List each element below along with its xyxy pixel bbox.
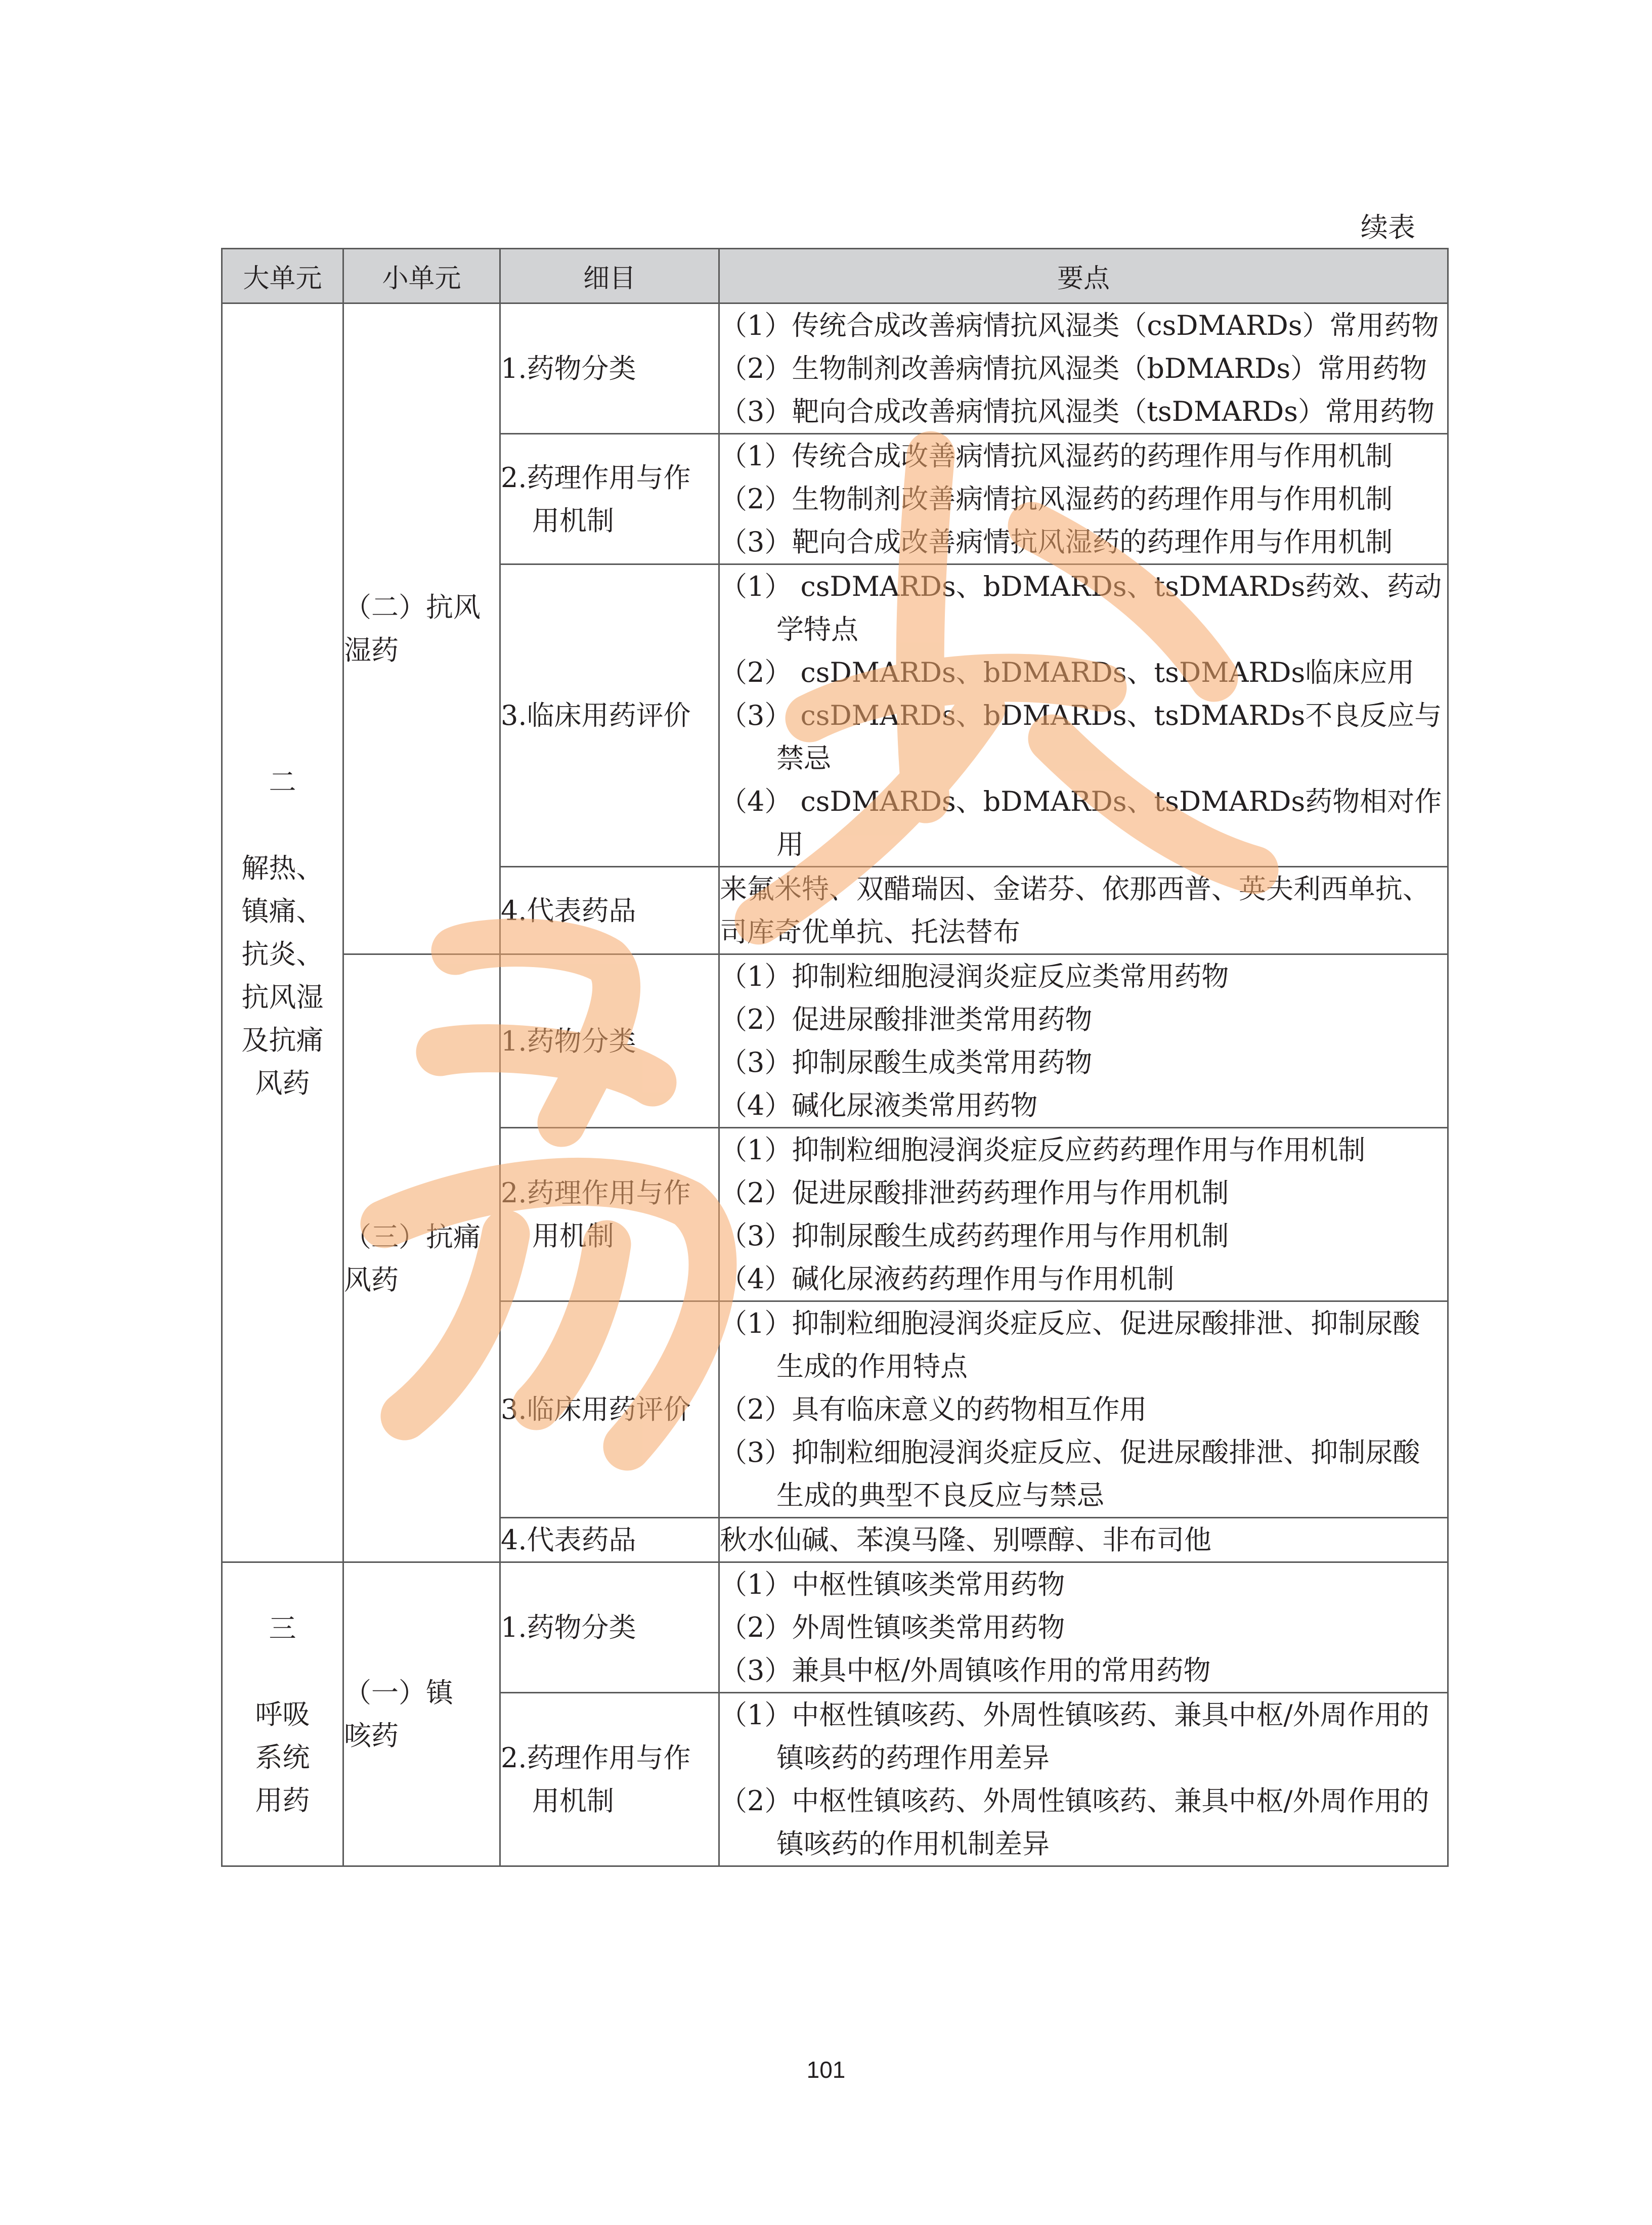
key-points-cell — [719, 434, 1448, 564]
key-point: （2）促进尿酸排泄药药理作用与作用机制 — [720, 1177, 1229, 1209]
key-point: （2）外周性镇咳类常用药物 — [720, 1611, 1065, 1643]
key-point: （3）靶向合成改善病情抗风湿类（tsDMARDs）常用药物 — [720, 396, 1435, 427]
item-label: 3.临床用药评价 — [501, 700, 691, 731]
item-cell — [500, 434, 719, 564]
representative-drugs: 秋水仙碱、苯溴马隆、别嘌醇、非布司他 — [720, 1524, 1211, 1556]
key-points-cell — [719, 1128, 1448, 1301]
item-label: 用机制 — [532, 1785, 614, 1817]
table-body — [222, 303, 1448, 1866]
major-unit-number: 三 — [269, 1612, 296, 1644]
key-point: （3）抑制粒细胞浸润炎症反应、促进尿酸排泄、抑制尿酸生成的典型不良反应与禁忌 — [720, 1436, 1420, 1511]
key-points-cell — [719, 1562, 1448, 1693]
key-point: （3）抑制尿酸生成药药理作用与作用机制 — [720, 1220, 1229, 1252]
item-cell — [500, 303, 719, 434]
key-point: （4）碱化尿液药药理作用与作用机制 — [720, 1263, 1175, 1295]
key-point: （3）靶向合成改善病情抗风湿药的药理作用与作用机制 — [720, 526, 1393, 558]
minor-unit-cell: （一）镇 咳药 — [343, 1562, 500, 1866]
key-point: （4） csDMARDs、bDMARDs、tsDMARDs药物相对作用 — [720, 786, 1442, 860]
item-label: 1.药物分类 — [501, 353, 636, 384]
key-points-cell — [719, 954, 1448, 1128]
key-point: （2）促进尿酸排泄类常用药物 — [720, 1004, 1093, 1035]
item-cell — [500, 954, 719, 1128]
key-points-cell — [719, 1301, 1448, 1518]
key-points-cell — [719, 1518, 1448, 1562]
key-point: （2） csDMARDs、bDMARDs、tsDMARDs临床应用 — [720, 657, 1415, 688]
key-point: （1）抑制粒细胞浸润炎症反应、促进尿酸排泄、抑制尿酸生成的作用特点 — [720, 1307, 1420, 1382]
key-points-cell — [719, 867, 1448, 954]
key-point: （1）传统合成改善病情抗风湿药的药理作用与作用机制 — [720, 440, 1393, 472]
table-row — [222, 954, 1448, 1128]
item-cell — [500, 564, 719, 867]
header-key-points: 要点 — [719, 249, 1448, 303]
major-unit-title: 解热、 镇痛、 抗炎、 抗风湿 及抗痛 风药 — [241, 852, 324, 1099]
item-cell — [500, 1693, 719, 1866]
key-points-cell — [719, 1693, 1448, 1866]
header-minor-unit: 小单元 — [343, 249, 500, 303]
item-label: 4.代表药品 — [501, 894, 636, 927]
item-label: 3.临床用药评价 — [501, 1393, 691, 1425]
item-label: 用机制 — [532, 1220, 614, 1252]
key-point: （1） csDMARDs、bDMARDs、tsDMARDs药效、药动学特点 — [720, 571, 1442, 645]
key-point: （2）中枢性镇咳药、外周性镇咳药、兼具中枢/外周作用的镇咳药的作用机制差异 — [720, 1785, 1429, 1860]
key-point: （2）生物制剂改善病情抗风湿药的药理作用与作用机制 — [720, 483, 1393, 515]
key-point: （1）传统合成改善病情抗风湿类（csDMARDs）常用药物 — [720, 310, 1439, 341]
table-header-row — [222, 249, 1448, 303]
key-point: （3） csDMARDs、bDMARDs、tsDMARDs不良反应与禁忌 — [720, 700, 1442, 774]
key-point: （3）抑制尿酸生成类常用药物 — [720, 1046, 1093, 1078]
major-unit-title: 呼吸 系统 用药 — [255, 1698, 310, 1816]
item-cell — [500, 1301, 719, 1518]
item-label: 2.药理作用与作 — [501, 461, 691, 494]
key-points-cell — [719, 303, 1448, 434]
minor-unit-cell: （二）抗风 湿药 — [343, 303, 500, 954]
item-cell — [500, 1128, 719, 1301]
syllabus-table — [221, 248, 1449, 1867]
header-item: 细目 — [500, 249, 719, 303]
key-point: （3）兼具中枢/外周镇咳作用的常用药物 — [720, 1654, 1211, 1686]
major-unit-cell — [222, 1562, 343, 1866]
item-label: 4.代表药品 — [501, 1524, 636, 1556]
key-point: （4）碱化尿液类常用药物 — [720, 1089, 1038, 1121]
table-row — [222, 303, 1448, 434]
page-number: 101 — [806, 2057, 846, 2083]
key-point: （1）抑制粒细胞浸润炎症反应类常用药物 — [720, 961, 1229, 992]
item-label: 2.药理作用与作 — [501, 1742, 691, 1774]
item-cell — [500, 867, 719, 954]
major-unit-number: 二 — [269, 766, 296, 798]
item-cell — [500, 1518, 719, 1562]
key-points-cell — [719, 564, 1448, 867]
table-row — [222, 1562, 1448, 1693]
key-point: （1）中枢性镇咳药、外周性镇咳药、兼具中枢/外周作用的镇咳药的药理作用差异 — [720, 1699, 1429, 1774]
key-point: （1）中枢性镇咳类常用药物 — [720, 1568, 1065, 1600]
item-label: 用机制 — [532, 504, 614, 537]
item-cell — [500, 1562, 719, 1693]
representative-drugs: 来氟米特、双醋瑞因、金诺芬、依那西普、英夫利西单抗、司库奇优单抗、托法替布 — [720, 873, 1430, 948]
item-label: 1.药物分类 — [501, 1611, 636, 1643]
continued-label: 续表 — [1361, 211, 1415, 243]
major-unit-cell — [222, 303, 343, 1562]
key-point: （2）生物制剂改善病情抗风湿类（bDMARDs）常用药物 — [720, 353, 1427, 384]
item-label: 2.药理作用与作 — [501, 1177, 691, 1209]
item-label: 1.药物分类 — [501, 1025, 636, 1057]
key-point: （2）具有临床意义的药物相互作用 — [720, 1393, 1147, 1425]
header-major-unit: 大单元 — [222, 249, 343, 303]
minor-unit-cell: （三）抗痛 风药 — [343, 954, 500, 1562]
key-point: （1）抑制粒细胞浸润炎症反应药药理作用与作用机制 — [720, 1134, 1366, 1166]
